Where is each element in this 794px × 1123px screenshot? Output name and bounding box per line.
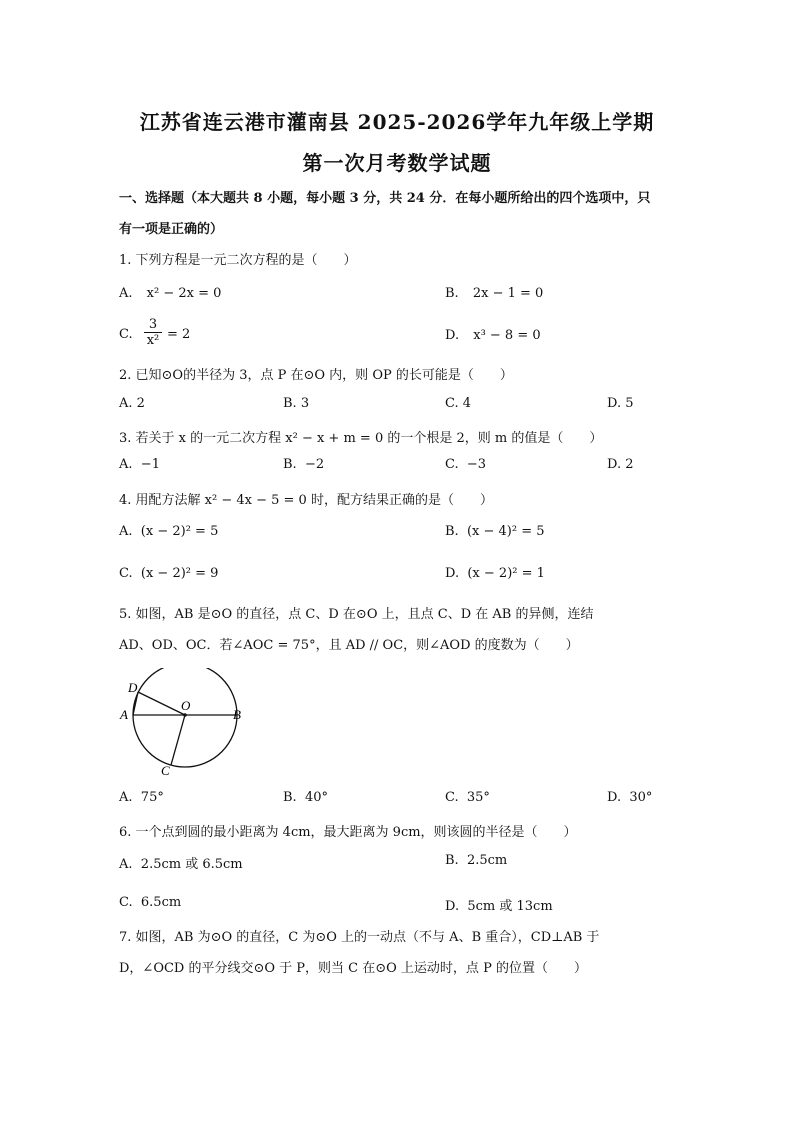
option-text: 6.5cm: [140, 895, 182, 910]
option-text: 75°: [140, 790, 164, 805]
question-2-option-d: [607, 396, 634, 411]
question-7-stem-line2: D，∠OCD 的平分线交⊙O 于 P，则当 C 在⊙O 上运动时，点 P 的位置（ ）: [119, 961, 587, 976]
option-text: 2.5cm: [466, 853, 508, 868]
circle-diagram: [115, 668, 255, 783]
question-5-stem-line1: 5. 如图，AB 是⊙O 的直径，点 C、D 在⊙O 上，且点 C、D 在 AB 的异侧，连结: [119, 607, 594, 622]
option-label: D.: [607, 396, 622, 411]
option-text: 35°: [466, 790, 490, 805]
label-a: A: [120, 707, 128, 722]
option-text: 2: [625, 457, 634, 472]
option-text: (x − 2)² = 1: [467, 566, 545, 581]
option-label: C.: [445, 790, 459, 805]
question-4-option-c: [119, 566, 218, 581]
page-title: 江苏省连云港市灌南县 2025-2026学年九年级上学期: [139, 110, 655, 134]
option-label: A.: [119, 790, 133, 805]
label-b: B: [233, 707, 241, 722]
question-6-option-d: [445, 895, 553, 914]
section-heading: 一、选择题（本大题共 8 小题，每小题 3 分，共 24 分．在每小题所给出的四个选项中，只: [119, 191, 651, 206]
option-label: A.: [119, 396, 133, 411]
option-label: A.: [119, 857, 133, 872]
option-label: C.: [445, 457, 459, 472]
option-label: C.: [445, 396, 459, 411]
question-5-option-b: [283, 790, 328, 805]
option-text: 2: [136, 396, 145, 411]
question-3-stem: 3. 若关于 x 的一元二次方程 x² − x + m = 0 的一个根是 2，则 m 的值是（ ）: [119, 431, 603, 446]
question-6-stem: 6. 一个点到圆的最小距离为 4cm，最大距离为 9cm，则该圆的半径是（ ）: [119, 825, 577, 840]
page-subtitle: 第一次月考数学试题: [302, 151, 492, 175]
option-label: D.: [445, 899, 460, 914]
option-text: −2: [304, 457, 325, 472]
label-c: C: [161, 763, 170, 778]
option-text: 4: [462, 396, 472, 411]
question-5-option-d: [607, 790, 652, 805]
question-4-option-d: [445, 566, 545, 581]
question-3-option-c: [445, 457, 486, 472]
question-1-option-a: [119, 286, 221, 301]
question-5-option-c: [445, 790, 490, 805]
fraction: [144, 318, 162, 349]
question-3-option-b: [283, 457, 324, 472]
option-text: −1: [140, 457, 160, 472]
question-3-option-d: [607, 457, 634, 472]
question-5-stem-line2: AD、OD、OC．若∠AOC = 75°，且 AD // OC，则∠AOD 的度数为（ ）: [119, 638, 579, 653]
option-text: 3: [300, 396, 310, 411]
option-label: B.: [283, 457, 297, 472]
option-label: D.: [607, 790, 622, 805]
option-label: B.: [283, 790, 297, 805]
question-2-option-b: [283, 396, 309, 411]
option-label: C.: [119, 566, 133, 581]
option-label: B.: [445, 524, 459, 539]
fraction-numerator: 3: [148, 317, 158, 332]
question-4-option-a: [119, 524, 218, 539]
option-text: 40°: [304, 790, 328, 805]
segment-oc: [171, 715, 185, 765]
option-text: 5: [625, 396, 634, 411]
option-label: B.: [445, 286, 459, 301]
option-label: D.: [445, 566, 460, 581]
option-text: (x − 2)² = 5: [140, 524, 219, 539]
question-6-option-b: [445, 853, 507, 868]
option-text: (x − 4)² = 5: [466, 524, 545, 539]
question-3-option-a: [119, 457, 160, 472]
question-1-stem: 1. 下列方程是一元二次方程的是（ ）: [119, 253, 357, 268]
option-label: A.: [119, 524, 133, 539]
option-label: B.: [283, 396, 297, 411]
fraction-rhs: = 2: [167, 327, 191, 342]
question-6-option-c: [119, 895, 181, 910]
question-4-option-b: [445, 524, 545, 539]
question-7-stem-line1: 7. 如图，AB 为⊙O 的直径，C 为⊙O 上的一动点（不与 A、B 重合），CD⊥AB 于: [119, 930, 600, 945]
option-label: D.: [607, 457, 622, 472]
label-o: O: [181, 698, 191, 713]
option-label: A.: [119, 286, 133, 301]
option-text: 2.5cm 或 6.5cm: [140, 857, 243, 872]
segment-od: [138, 692, 185, 715]
option-text: x³ − 8 = 0: [473, 328, 541, 343]
question-6-option-a: [119, 853, 243, 872]
option-text: 5cm 或 13cm: [467, 899, 553, 914]
question-4-stem: 4. 用配方法解 x² − 4x − 5 = 0 时，配方结果正确的是（ ）: [119, 493, 493, 508]
question-2-option-a: [119, 396, 145, 411]
option-text: 30°: [629, 790, 653, 805]
question-1-option-b: [445, 286, 543, 301]
question-5-option-a: [119, 790, 164, 805]
question-2-stem: 2. 已知⊙O的半径为 3，点 P 在⊙O 内，则 OP 的长可能是（ ）: [119, 368, 513, 383]
option-text: (x − 2)² = 9: [140, 566, 219, 581]
question-1-option-d: [445, 328, 541, 343]
section-heading-cont: 有一项是正确的）: [119, 222, 224, 237]
option-text: −3: [466, 457, 487, 472]
center-point: [183, 713, 187, 717]
option-label: A.: [119, 457, 133, 472]
circle-o: [133, 668, 237, 767]
label-d: D: [128, 680, 138, 695]
question-2-option-c: [445, 396, 471, 411]
option-label: D.: [445, 328, 460, 343]
option-label: B.: [445, 853, 459, 868]
fraction-denominator: x²: [144, 332, 162, 349]
option-text: 2x − 1 = 0: [472, 286, 544, 301]
option-label: C.: [119, 895, 133, 910]
option-label: C.: [119, 327, 133, 342]
option-text: x² − 2x = 0: [146, 286, 222, 301]
